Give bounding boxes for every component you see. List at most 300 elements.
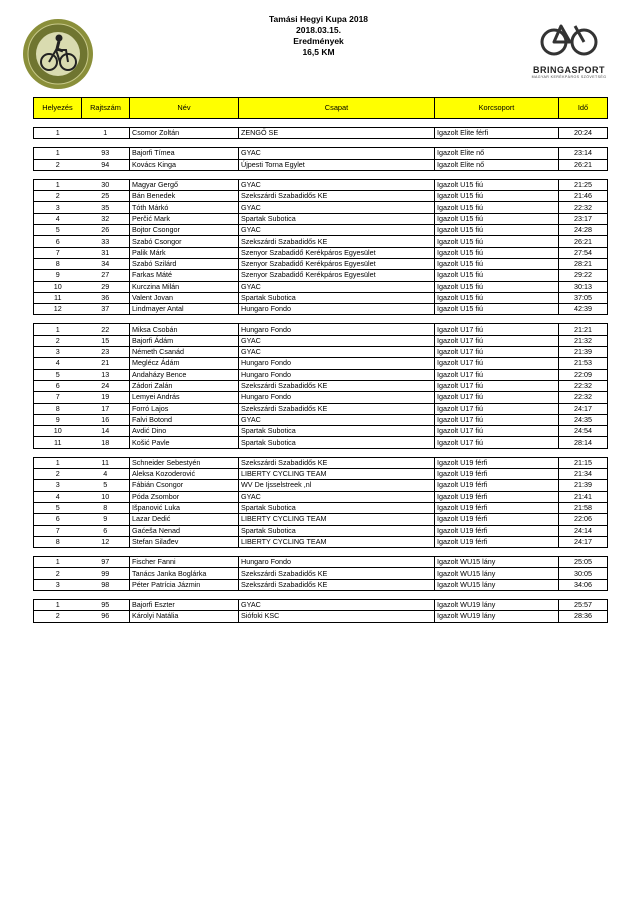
- category-cell: Igazolt U19 férfi: [435, 525, 559, 536]
- time-cell: 25:57: [559, 599, 608, 610]
- bib-number-cell: 4: [82, 469, 130, 480]
- bib-number-cell: 10: [82, 491, 130, 502]
- category-cell: Igazolt U17 fiú: [435, 414, 559, 425]
- bib-number-cell: 18: [82, 437, 130, 448]
- time-cell: 28:21: [559, 258, 608, 269]
- category-cell: Igazolt WU15 lány: [435, 557, 559, 568]
- time-cell: 27:54: [559, 247, 608, 258]
- time-cell: 24:35: [559, 414, 608, 425]
- team-cell: Spartak Subotica: [239, 502, 435, 513]
- table-header-row: [34, 98, 608, 119]
- table-row: [34, 525, 608, 536]
- team-cell: GYAC: [239, 148, 435, 159]
- team-cell: Szekszárdi Szabadidős KE: [239, 579, 435, 590]
- placement-cell: 5: [34, 369, 82, 380]
- event-date: 2018.03.15.: [296, 25, 341, 35]
- time-cell: 24:14: [559, 525, 608, 536]
- bib-number-cell: 8: [82, 502, 130, 513]
- bib-number-cell: 94: [82, 159, 130, 170]
- team-cell: Spartak Subotica: [239, 426, 435, 437]
- placement-cell: 6: [34, 380, 82, 391]
- bib-number-cell: 15: [82, 335, 130, 346]
- bib-number-cell: 25: [82, 191, 130, 202]
- name-cell: Gaćeša Nenad: [130, 525, 239, 536]
- time-cell: 22:32: [559, 392, 608, 403]
- team-cell: Hungaro Fondo: [239, 392, 435, 403]
- placement-cell: 4: [34, 491, 82, 502]
- table-row: [34, 457, 608, 468]
- bib-number-cell: 34: [82, 258, 130, 269]
- placement-cell: 1: [34, 179, 82, 190]
- name-cell: Farkas Máté: [130, 270, 239, 281]
- column-header-csapat: Csapat: [239, 98, 435, 119]
- bicycle-icon: [539, 22, 599, 58]
- time-cell: 21:53: [559, 358, 608, 369]
- team-cell: GYAC: [239, 335, 435, 346]
- category-cell: Igazolt U19 férfi: [435, 480, 559, 491]
- category-cell: Igazolt U15 fiú: [435, 213, 559, 224]
- team-cell: Szekszárdi Szabadidős KE: [239, 191, 435, 202]
- name-cell: Magyar Gergő: [130, 179, 239, 190]
- category-cell: Igazolt U17 fiú: [435, 358, 559, 369]
- time-cell: 22:32: [559, 380, 608, 391]
- category-cell: Igazolt U19 férfi: [435, 502, 559, 513]
- time-cell: 21:21: [559, 324, 608, 335]
- time-cell: 22:09: [559, 369, 608, 380]
- time-cell: 21:15: [559, 457, 608, 468]
- placement-cell: 12: [34, 304, 82, 315]
- group-spacer: [34, 448, 608, 457]
- column-header-helyezes: Helyezés: [34, 98, 82, 119]
- name-cell: Póda Zsombor: [130, 491, 239, 502]
- team-cell: Szekszárdi Szabadidős KE: [239, 403, 435, 414]
- bib-number-cell: 32: [82, 213, 130, 224]
- table-row: [34, 202, 608, 213]
- time-cell: 21:58: [559, 502, 608, 513]
- brand-name: BRINGASPORT: [532, 65, 605, 75]
- name-cell: Valent Jovan: [130, 292, 239, 303]
- bib-number-cell: 33: [82, 236, 130, 247]
- name-cell: Péter Patrícia Jázmin: [130, 579, 239, 590]
- placement-cell: 5: [34, 225, 82, 236]
- name-cell: Fábián Csongor: [130, 480, 239, 491]
- team-cell: Szekszárdi Szabadidős KE: [239, 568, 435, 579]
- name-cell: Bán Benedek: [130, 191, 239, 202]
- table-row: [34, 128, 608, 139]
- bib-number-cell: 97: [82, 557, 130, 568]
- time-cell: 24:28: [559, 225, 608, 236]
- category-cell: Igazolt U15 fiú: [435, 179, 559, 190]
- category-cell: Igazolt U17 fiú: [435, 392, 559, 403]
- placement-cell: 11: [34, 437, 82, 448]
- team-cell: Hungaro Fondo: [239, 557, 435, 568]
- name-cell: Szabó Csongor: [130, 236, 239, 247]
- placement-cell: 2: [34, 335, 82, 346]
- team-cell: Hungaro Fondo: [239, 369, 435, 380]
- table-row: [34, 225, 608, 236]
- placement-cell: 2: [34, 568, 82, 579]
- event-title: Tamási Hegyi Kupa 2018: [268, 14, 369, 24]
- time-cell: 42:39: [559, 304, 608, 315]
- time-cell: 30:13: [559, 281, 608, 292]
- bib-number-cell: 13: [82, 369, 130, 380]
- category-cell: Igazolt U15 fiú: [435, 202, 559, 213]
- placement-cell: 9: [34, 270, 82, 281]
- team-cell: GYAC: [239, 281, 435, 292]
- name-cell: Lazar Dedić: [130, 514, 239, 525]
- bib-number-cell: 30: [82, 179, 130, 190]
- results-table: [33, 97, 608, 623]
- group-spacer: [34, 139, 608, 148]
- table-row: [34, 179, 608, 190]
- team-cell: Siófoki KSC: [239, 611, 435, 622]
- category-cell: Igazolt U15 fiú: [435, 225, 559, 236]
- team-cell: Szenyor Szabadidő Kerékpáros Egyesület: [239, 258, 435, 269]
- team-cell: GYAC: [239, 414, 435, 425]
- race-distance: 16,5 KM: [302, 47, 335, 57]
- time-cell: 21:32: [559, 335, 608, 346]
- category-cell: Igazolt U19 férfi: [435, 457, 559, 468]
- name-cell: Károlyi Natália: [130, 611, 239, 622]
- time-cell: 21:41: [559, 491, 608, 502]
- table-row: [34, 324, 608, 335]
- team-cell: WV De Ijsselstreek ,nl: [239, 480, 435, 491]
- table-row: [34, 611, 608, 622]
- name-cell: Schneider Sebestyén: [130, 457, 239, 468]
- category-cell: Igazolt U17 fiú: [435, 335, 559, 346]
- name-cell: Avdić Dino: [130, 426, 239, 437]
- table-row: [34, 281, 608, 292]
- category-cell: Igazolt Elite nő: [435, 148, 559, 159]
- bib-number-cell: 37: [82, 304, 130, 315]
- name-cell: Lemyei András: [130, 392, 239, 403]
- table-row: [34, 159, 608, 170]
- team-cell: Szenyor Szabadidő Kerékpáros Egyesület: [239, 270, 435, 281]
- name-cell: Forró Lajos: [130, 403, 239, 414]
- placement-cell: 3: [34, 347, 82, 358]
- table-row: [34, 579, 608, 590]
- table-row: [34, 258, 608, 269]
- table-row: [34, 557, 608, 568]
- table-row: [34, 426, 608, 437]
- name-cell: Bajorfi Tímea: [130, 148, 239, 159]
- placement-cell: 2: [34, 611, 82, 622]
- placement-cell: 4: [34, 358, 82, 369]
- placement-cell: 5: [34, 502, 82, 513]
- bib-number-cell: 1: [82, 128, 130, 139]
- table-row: [34, 480, 608, 491]
- category-cell: Igazolt Elite nő: [435, 159, 559, 170]
- name-cell: Bajorfi Eszter: [130, 599, 239, 610]
- column-header-korcsoport: Korcsoport: [435, 98, 559, 119]
- placement-cell: 3: [34, 480, 82, 491]
- bib-number-cell: 96: [82, 611, 130, 622]
- team-cell: Hungaro Fondo: [239, 304, 435, 315]
- group-spacer-cell: [34, 119, 608, 128]
- table-row: [34, 213, 608, 224]
- column-header-rajtszam: Rajtszám: [82, 98, 130, 119]
- table-row: [34, 502, 608, 513]
- bib-number-cell: 36: [82, 292, 130, 303]
- time-cell: 22:32: [559, 202, 608, 213]
- table-row: [34, 270, 608, 281]
- team-cell: Spartak Subotica: [239, 437, 435, 448]
- name-cell: Falvi Botond: [130, 414, 239, 425]
- name-cell: Lindmayer Antal: [130, 304, 239, 315]
- category-cell: Igazolt WU19 lány: [435, 611, 559, 622]
- time-cell: 37:05: [559, 292, 608, 303]
- table-row: [34, 392, 608, 403]
- placement-cell: 4: [34, 213, 82, 224]
- name-cell: Kovács Kinga: [130, 159, 239, 170]
- time-cell: 24:17: [559, 403, 608, 414]
- placement-cell: 6: [34, 236, 82, 247]
- table-row: [34, 380, 608, 391]
- bib-number-cell: 26: [82, 225, 130, 236]
- category-cell: Igazolt U19 férfi: [435, 536, 559, 547]
- name-cell: Aleksa Kozoderović: [130, 469, 239, 480]
- table-row: [34, 236, 608, 247]
- placement-cell: 8: [34, 258, 82, 269]
- placement-cell: 7: [34, 247, 82, 258]
- team-cell: ZENGŐ SE: [239, 128, 435, 139]
- group-spacer: [34, 119, 608, 128]
- bib-number-cell: 12: [82, 536, 130, 547]
- name-cell: Szabó Szilárd: [130, 258, 239, 269]
- category-cell: Igazolt U15 fiú: [435, 292, 559, 303]
- bib-number-cell: 14: [82, 426, 130, 437]
- results-body: [34, 119, 608, 623]
- placement-cell: 2: [34, 191, 82, 202]
- bib-number-cell: 23: [82, 347, 130, 358]
- bib-number-cell: 24: [82, 380, 130, 391]
- category-cell: Igazolt U17 fiú: [435, 426, 559, 437]
- placement-cell: 10: [34, 281, 82, 292]
- bringasport-logo: [528, 22, 610, 88]
- time-cell: 26:21: [559, 159, 608, 170]
- placement-cell: 2: [34, 469, 82, 480]
- category-cell: Igazolt U17 fiú: [435, 437, 559, 448]
- team-cell: GYAC: [239, 491, 435, 502]
- bib-number-cell: 93: [82, 148, 130, 159]
- name-cell: Stefan Silađev: [130, 536, 239, 547]
- placement-cell: 7: [34, 525, 82, 536]
- category-cell: Igazolt U17 fiú: [435, 324, 559, 335]
- time-cell: 21:39: [559, 347, 608, 358]
- time-cell: 26:21: [559, 236, 608, 247]
- bib-number-cell: 16: [82, 414, 130, 425]
- time-cell: 21:34: [559, 469, 608, 480]
- name-cell: Fischer Fanni: [130, 557, 239, 568]
- table-row: [34, 514, 608, 525]
- bib-number-cell: 22: [82, 324, 130, 335]
- category-cell: Igazolt U15 fiú: [435, 270, 559, 281]
- time-cell: 28:36: [559, 611, 608, 622]
- time-cell: 23:14: [559, 148, 608, 159]
- table-row: [34, 599, 608, 610]
- placement-cell: 3: [34, 202, 82, 213]
- placement-cell: 11: [34, 292, 82, 303]
- time-cell: 21:25: [559, 179, 608, 190]
- results-subtitle: Eredmények: [293, 36, 344, 46]
- table-row: [34, 304, 608, 315]
- placement-cell: 8: [34, 403, 82, 414]
- bib-number-cell: 99: [82, 568, 130, 579]
- category-cell: Igazolt U15 fiú: [435, 258, 559, 269]
- bib-number-cell: 6: [82, 525, 130, 536]
- name-cell: Miksa Csobán: [130, 324, 239, 335]
- bib-number-cell: 19: [82, 392, 130, 403]
- group-spacer-cell: [34, 170, 608, 179]
- category-cell: Igazolt U17 fiú: [435, 347, 559, 358]
- table-row: [34, 369, 608, 380]
- table-row: [34, 335, 608, 346]
- group-spacer-cell: [34, 139, 608, 148]
- team-cell: Újpesti Torna Egylet: [239, 159, 435, 170]
- table-row: [34, 437, 608, 448]
- name-cell: Bojtor Csongor: [130, 225, 239, 236]
- name-cell: Bajorfi Ádám: [130, 335, 239, 346]
- placement-cell: 1: [34, 324, 82, 335]
- team-cell: Szenyor Szabadidő Kerékpáros Egyesület: [239, 247, 435, 258]
- bib-number-cell: 98: [82, 579, 130, 590]
- team-cell: Hungaro Fondo: [239, 324, 435, 335]
- bib-number-cell: 11: [82, 457, 130, 468]
- team-cell: Spartak Subotica: [239, 213, 435, 224]
- placement-cell: 6: [34, 514, 82, 525]
- placement-cell: 1: [34, 457, 82, 468]
- bib-number-cell: 31: [82, 247, 130, 258]
- group-spacer-cell: [34, 448, 608, 457]
- bib-number-cell: 9: [82, 514, 130, 525]
- table-row: [34, 148, 608, 159]
- table-row: [34, 347, 608, 358]
- name-cell: Németh Csanád: [130, 347, 239, 358]
- table-row: [34, 247, 608, 258]
- name-cell: Meglécz Ádám: [130, 358, 239, 369]
- table-row: [34, 491, 608, 502]
- placement-cell: 9: [34, 414, 82, 425]
- team-cell: GYAC: [239, 225, 435, 236]
- team-cell: GYAC: [239, 179, 435, 190]
- placement-cell: 1: [34, 148, 82, 159]
- category-cell: Igazolt U19 férfi: [435, 469, 559, 480]
- group-spacer: [34, 315, 608, 324]
- category-cell: Igazolt U15 fiú: [435, 247, 559, 258]
- placement-cell: 1: [34, 599, 82, 610]
- group-spacer: [34, 590, 608, 599]
- column-header-ido: Idő: [559, 98, 608, 119]
- table-row: [34, 191, 608, 202]
- placement-cell: 8: [34, 536, 82, 547]
- team-cell: LIBERTY CYCLING TEAM: [239, 514, 435, 525]
- time-cell: 23:17: [559, 213, 608, 224]
- category-cell: Igazolt U17 fiú: [435, 380, 559, 391]
- team-cell: GYAC: [239, 347, 435, 358]
- category-cell: Igazolt U19 férfi: [435, 514, 559, 525]
- table-row: [34, 536, 608, 547]
- name-cell: Kurczina Milán: [130, 281, 239, 292]
- category-cell: Igazolt U15 fiú: [435, 236, 559, 247]
- bib-number-cell: 17: [82, 403, 130, 414]
- bib-number-cell: 29: [82, 281, 130, 292]
- team-cell: Hungaro Fondo: [239, 358, 435, 369]
- placement-cell: 7: [34, 392, 82, 403]
- team-cell: LIBERTY CYCLING TEAM: [239, 536, 435, 547]
- time-cell: 20:24: [559, 128, 608, 139]
- category-cell: Igazolt WU19 lány: [435, 599, 559, 610]
- column-header-nev: Név: [130, 98, 239, 119]
- team-cell: Szekszárdi Szabadidős KE: [239, 457, 435, 468]
- category-cell: Igazolt Elite férfi: [435, 128, 559, 139]
- group-spacer-cell: [34, 548, 608, 557]
- name-cell: Košić Pavle: [130, 437, 239, 448]
- name-cell: Palik Márk: [130, 247, 239, 258]
- bib-number-cell: 21: [82, 358, 130, 369]
- category-cell: Igazolt WU15 lány: [435, 579, 559, 590]
- placement-cell: 1: [34, 128, 82, 139]
- time-cell: 30:05: [559, 568, 608, 579]
- time-cell: 28:14: [559, 437, 608, 448]
- placement-cell: 3: [34, 579, 82, 590]
- name-cell: Csomor Zoltán: [130, 128, 239, 139]
- team-cell: Szekszárdi Szabadidős KE: [239, 236, 435, 247]
- placement-cell: 10: [34, 426, 82, 437]
- table-row: [34, 403, 608, 414]
- category-cell: Igazolt U17 fiú: [435, 403, 559, 414]
- name-cell: Išpanović Luka: [130, 502, 239, 513]
- bib-number-cell: 5: [82, 480, 130, 491]
- table-row: [34, 568, 608, 579]
- bib-number-cell: 27: [82, 270, 130, 281]
- group-spacer: [34, 170, 608, 179]
- time-cell: 22:06: [559, 514, 608, 525]
- table-row: [34, 414, 608, 425]
- bib-number-cell: 95: [82, 599, 130, 610]
- name-cell: Tóth Márkó: [130, 202, 239, 213]
- bib-number-cell: 35: [82, 202, 130, 213]
- time-cell: 24:17: [559, 536, 608, 547]
- time-cell: 21:39: [559, 480, 608, 491]
- group-spacer-cell: [34, 315, 608, 324]
- time-cell: 24:54: [559, 426, 608, 437]
- name-cell: Tanács Janka Boglárka: [130, 568, 239, 579]
- group-spacer-cell: [34, 590, 608, 599]
- team-cell: Szekszárdi Szabadidős KE: [239, 380, 435, 391]
- name-cell: Andaházy Bence: [130, 369, 239, 380]
- time-cell: 29:22: [559, 270, 608, 281]
- table-row: [34, 292, 608, 303]
- team-cell: GYAC: [239, 599, 435, 610]
- table-row: [34, 469, 608, 480]
- time-cell: 21:46: [559, 191, 608, 202]
- time-cell: 25:05: [559, 557, 608, 568]
- team-cell: LIBERTY CYCLING TEAM: [239, 469, 435, 480]
- team-cell: GYAC: [239, 202, 435, 213]
- name-cell: Zádori Zalán: [130, 380, 239, 391]
- group-spacer: [34, 548, 608, 557]
- category-cell: Igazolt U15 fiú: [435, 304, 559, 315]
- placement-cell: 2: [34, 159, 82, 170]
- team-cell: Spartak Subotica: [239, 525, 435, 536]
- category-cell: Igazolt U19 férfi: [435, 491, 559, 502]
- brand-tagline: MAGYAR KERÉKPÁROS SZÖVETSÉG: [531, 75, 607, 79]
- category-cell: Igazolt WU15 lány: [435, 568, 559, 579]
- category-cell: Igazolt U17 fiú: [435, 369, 559, 380]
- time-cell: 34:06: [559, 579, 608, 590]
- category-cell: Igazolt U15 fiú: [435, 281, 559, 292]
- name-cell: Perčić Mark: [130, 213, 239, 224]
